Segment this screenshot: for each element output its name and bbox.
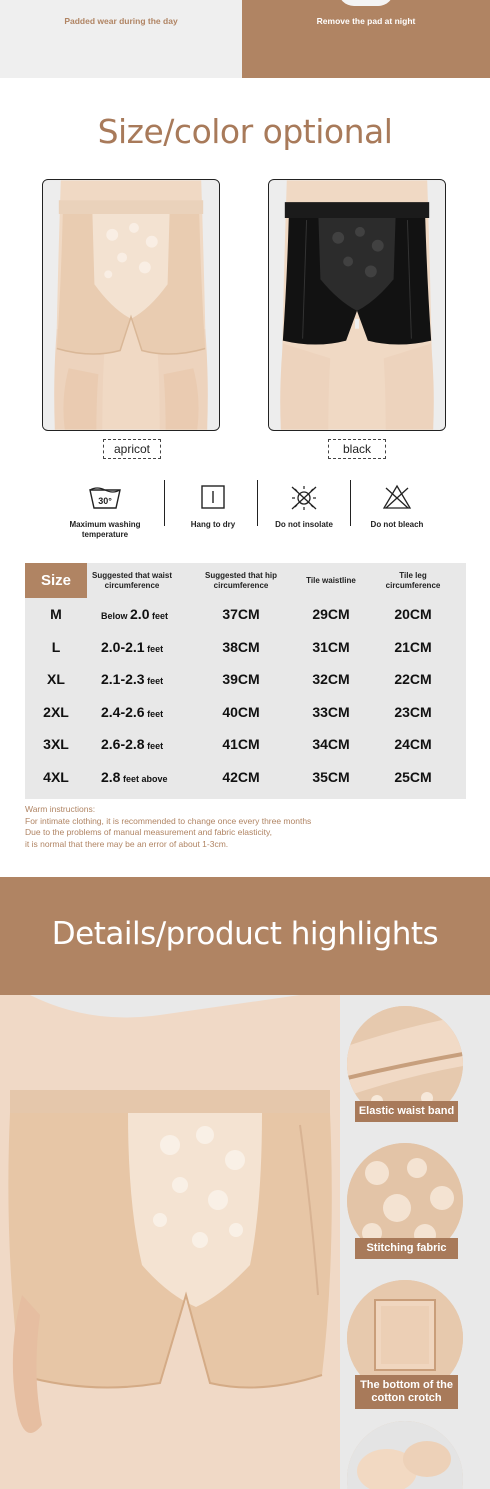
care-divider xyxy=(164,480,165,526)
hip-value: 41CM xyxy=(222,736,260,752)
care-no-bleach xyxy=(356,478,438,544)
leg-value: 23CM xyxy=(394,703,432,720)
day-wear-panel xyxy=(0,0,242,78)
size-label: XL xyxy=(47,671,65,687)
waist-number: 2.1-2.3 xyxy=(101,671,145,687)
size-row xyxy=(25,598,466,630)
waist-unit: feet xyxy=(144,643,164,654)
waist-unit: feet above xyxy=(120,773,168,784)
top-banner xyxy=(0,0,490,78)
leg-value: 22CM xyxy=(394,671,432,687)
size-row xyxy=(25,631,466,663)
tag-cotton-crotch: The bottom of the cotton crotch xyxy=(355,1375,458,1409)
size-row xyxy=(25,663,466,695)
waist-prefix: Below xyxy=(101,611,131,621)
detail-photo-section xyxy=(0,995,490,1489)
waist-unit: feet xyxy=(144,741,164,751)
leg-column-header: Tile leg circumference xyxy=(385,570,441,590)
pad-shape xyxy=(338,0,394,6)
warm-instructions-line: Due to the problems of manual measurement and fabric elasticity, xyxy=(25,827,272,837)
care-divider xyxy=(350,480,351,526)
size-label: 3XL xyxy=(43,736,69,752)
waist-unit: feet xyxy=(144,708,164,719)
warm-instructions xyxy=(25,804,465,850)
warm-instructions-line: For intimate clothing, it is recommended to change once every three months xyxy=(25,815,312,826)
waist-number: 2.8 xyxy=(101,768,121,785)
leg-value: 24CM xyxy=(394,736,432,752)
care-no-bleach-label: Do not bleach xyxy=(370,520,424,529)
care-hang-dry-label: Hang to dry xyxy=(190,520,236,529)
size-color-title: Size/color optional xyxy=(97,112,393,151)
color-option-black[interactable]: black xyxy=(328,439,386,459)
size-label: 4XL xyxy=(43,768,69,785)
detail-main-photo xyxy=(0,995,340,1489)
color-option-apricot[interactable]: apricot xyxy=(103,439,161,459)
waist-number: 2.6-2.8 xyxy=(101,736,145,752)
wash-30-icon xyxy=(88,484,122,510)
apricot-product-photo[interactable] xyxy=(42,179,220,431)
size-row xyxy=(25,761,466,793)
night-wear-panel xyxy=(242,0,490,78)
black-product-photo[interactable] xyxy=(268,179,446,431)
care-wash-label: Maximum washing temperature xyxy=(69,520,141,539)
waist-value xyxy=(101,598,201,630)
hang-dry-icon xyxy=(200,484,226,510)
leg-value: 20CM xyxy=(394,606,432,622)
waist-value xyxy=(101,728,201,760)
waist-column-header: Suggested that waist circumference xyxy=(91,570,172,590)
waist-value xyxy=(101,696,201,728)
hip-value: 39CM xyxy=(222,671,260,687)
care-wash xyxy=(60,478,150,544)
leg-value: 25CM xyxy=(394,768,432,785)
care-divider xyxy=(257,480,258,526)
size-row xyxy=(25,696,466,728)
day-wear-caption: Padded wear during the day xyxy=(64,16,178,26)
waist-value xyxy=(101,631,201,663)
leg-value: 21CM xyxy=(394,638,432,655)
hip-value: 40CM xyxy=(222,703,260,720)
size-chart-header xyxy=(25,563,466,598)
tag-stitching-fabric: Stitching fabric xyxy=(355,1238,458,1259)
size-chart xyxy=(25,563,466,799)
waist-unit: feet xyxy=(144,676,164,686)
hip-value: 42CM xyxy=(222,768,260,785)
waistline-value: 34CM xyxy=(312,736,350,752)
care-no-sun-label: Do not insolate xyxy=(275,520,333,529)
size-row xyxy=(25,728,466,760)
svg-text:30°: 30° xyxy=(98,496,112,506)
size-column-header: Size xyxy=(25,563,87,598)
waist-unit: feet xyxy=(149,611,168,621)
hip-value: 38CM xyxy=(222,638,260,655)
apricot-shorts-illustration xyxy=(43,180,219,430)
waistline-column-header: Tile waistline xyxy=(306,575,356,585)
waistline-value: 32CM xyxy=(312,671,350,687)
no-sun-icon xyxy=(288,484,320,512)
hip-column-header: Suggested that hip circumference xyxy=(205,570,277,590)
waist-number: 2.0-2.1 xyxy=(101,638,145,655)
no-bleach-icon xyxy=(382,484,412,510)
size-label: L xyxy=(51,638,61,655)
warm-instructions-heading: Warm instructions: xyxy=(25,804,96,814)
waistline-value: 31CM xyxy=(312,638,350,655)
waistline-value: 29CM xyxy=(312,606,350,622)
waist-value xyxy=(101,663,201,695)
warm-instructions-line: it is normal that there may be an error of about 1-3cm. xyxy=(25,838,229,849)
waist-value xyxy=(101,761,201,793)
pad-closeup[interactable] xyxy=(347,1421,463,1489)
care-hang-dry xyxy=(170,478,256,544)
waistline-value: 35CM xyxy=(312,768,350,785)
waistline-value: 33CM xyxy=(312,703,350,720)
size-label: M xyxy=(50,606,62,622)
hip-value: 37CM xyxy=(222,606,260,622)
care-instructions xyxy=(0,478,490,544)
waist-number: 2.0 xyxy=(130,606,150,622)
night-wear-caption: Remove the pad at night xyxy=(316,16,416,26)
size-label: 2XL xyxy=(43,703,69,720)
black-shorts-illustration xyxy=(269,180,445,430)
details-title: Details/product highlights xyxy=(51,916,439,952)
tag-elastic-waist-band: Elastic waist band xyxy=(355,1101,458,1122)
pad-closeup-image xyxy=(347,1421,463,1489)
waist-number: 2.4-2.6 xyxy=(101,703,145,720)
care-no-sun xyxy=(262,478,346,544)
